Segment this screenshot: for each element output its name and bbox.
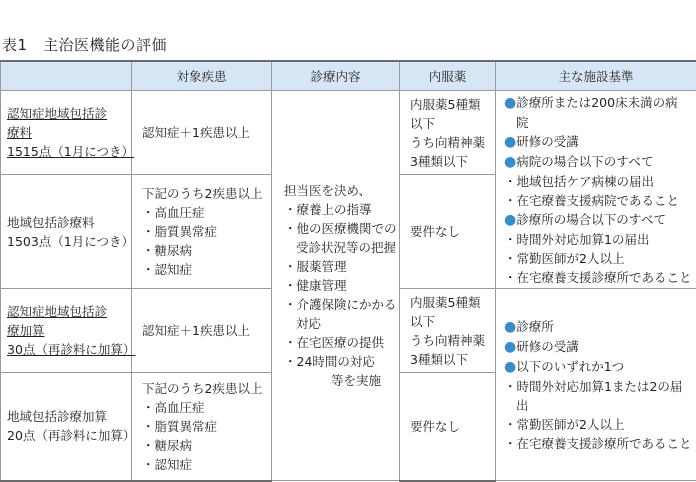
row-drug-cell — [400, 91, 496, 175]
facility-line: ・常勤医師が2人以上 — [504, 415, 692, 434]
header-target: 対象疾患 — [132, 61, 272, 91]
drug-line: 3種類以下 — [410, 350, 495, 369]
care-line: ・他の医療機関での — [284, 219, 399, 238]
facility-line: ・時間外対応加算1の届出 — [504, 230, 692, 249]
row-points: 20点（再診料に加算） — [7, 426, 127, 445]
care-line: 対応 — [284, 314, 399, 333]
bullet-icon: ● — [504, 95, 516, 111]
target-line: ・高血圧症 — [142, 203, 271, 222]
row-target-cell — [132, 373, 272, 481]
row-name-line: 認知症地域包括診 — [7, 302, 127, 321]
target-line: ・高血圧症 — [142, 398, 271, 417]
facility-cell-bottom — [496, 289, 696, 481]
row-name-cell — [1, 289, 132, 373]
row-name-line: 療料 — [7, 123, 127, 142]
drug-line: 内服薬5種類 — [410, 293, 495, 312]
target-line: ・糖尿病 — [142, 436, 271, 455]
row-name-cell — [1, 373, 132, 481]
target-line: ・脂質異常症 — [142, 222, 271, 241]
facility-line: ●以下のいずれか1つ — [504, 357, 692, 377]
target-line: ・認知症 — [142, 455, 271, 474]
row-target-cell — [132, 289, 272, 373]
drug-line: 内服薬5種類 — [410, 95, 495, 114]
row-drug-cell — [400, 175, 496, 289]
table-row — [1, 91, 696, 175]
row-drug-cell — [400, 373, 496, 481]
facility-line: ・常勤医師が2人以上 — [504, 249, 692, 268]
header-care: 診療内容 — [272, 61, 400, 91]
row-target-cell — [132, 175, 272, 289]
row-name-line: 地域包括診療加算 — [7, 407, 127, 426]
bullet-icon: ● — [504, 339, 516, 355]
care-line: 受診状況等の把握 — [284, 238, 399, 257]
target-line: 認知症＋1疾患以上 — [142, 321, 271, 340]
facility-line: ・在宅療養支援診療所であること — [504, 434, 692, 453]
facility-line: ●病院の場合以下のすべて — [504, 152, 692, 172]
care-line: 担当医を決め、 — [284, 181, 399, 200]
drug-line: うち向精神薬 — [410, 133, 495, 152]
care-line: ・介護保険にかかる — [284, 295, 399, 314]
facility-line: ・在宅療養支援病院であること — [504, 191, 692, 210]
target-line: 認知症＋1疾患以上 — [142, 123, 271, 142]
target-line: ・脂質異常症 — [142, 417, 271, 436]
drug-line: 要件なし — [410, 222, 495, 241]
row-points: 30点（再診料に加算） — [7, 340, 127, 359]
bullet-icon: ● — [504, 359, 516, 375]
care-line: ・健康管理 — [284, 276, 399, 295]
care-line: ・服薬管理 — [284, 257, 399, 276]
row-points: 1503点（1月につき） — [7, 232, 127, 251]
row-name-line: 地域包括診療料 — [7, 213, 127, 232]
drug-line: 要件なし — [410, 417, 495, 436]
care-line: ・24時間の対応 — [284, 352, 399, 371]
row-name-cell — [1, 175, 132, 289]
bullet-icon: ● — [504, 212, 516, 228]
target-line: ・糖尿病 — [142, 241, 271, 260]
care-line: ・療養上の指導 — [284, 200, 399, 219]
row-name-line: 認知症地域包括診 — [7, 104, 127, 123]
header-drug: 内服薬 — [400, 61, 496, 91]
target-line: ・認知症 — [142, 260, 271, 279]
facility-cell-top — [496, 91, 696, 289]
row-name-line: 療加算 — [7, 321, 127, 340]
bullet-icon: ● — [504, 134, 516, 150]
table-title: 表1 主治医機能の評価 — [2, 34, 167, 55]
facility-line: ●研修の受講 — [504, 337, 692, 357]
drug-line: うち向精神薬 — [410, 331, 495, 350]
drug-line: 以下 — [410, 312, 495, 331]
facility-line: ・地域包括ケア病棟の届出 — [504, 172, 692, 191]
facility-line: ●診療所または200床未満の病 — [504, 93, 692, 113]
row-target-cell — [132, 91, 272, 175]
facility-line: 院 — [504, 113, 692, 132]
row-points: 1515点（1月につき） — [7, 142, 127, 161]
header-facility: 主な施設基準 — [496, 61, 696, 91]
care-line: 等を実施 — [284, 371, 399, 390]
drug-line: 3種類以下 — [410, 152, 495, 171]
facility-line: ●研修の受講 — [504, 132, 692, 152]
target-line: 下記のうち2疾患以上 — [142, 379, 271, 398]
care-line: ・在宅医療の提供 — [284, 333, 399, 352]
row-drug-cell — [400, 289, 496, 373]
header-row — [1, 61, 696, 91]
row-name-cell — [1, 91, 132, 175]
facility-line: ・時間外対応加算1または2の届 — [504, 377, 692, 396]
header-name — [1, 61, 132, 91]
evaluation-table — [0, 60, 696, 482]
facility-line: ●診療所 — [504, 317, 692, 337]
bullet-icon: ● — [504, 154, 516, 170]
facility-line: 出 — [504, 396, 692, 415]
target-line: 下記のうち2疾患以上 — [142, 184, 271, 203]
facility-line: ・在宅療養支援診療所であること — [504, 268, 692, 287]
facility-line: ●診療所の場合以下のすべて — [504, 210, 692, 230]
bullet-icon: ● — [504, 319, 516, 335]
care-cell — [272, 91, 400, 481]
drug-line: 以下 — [410, 114, 495, 133]
